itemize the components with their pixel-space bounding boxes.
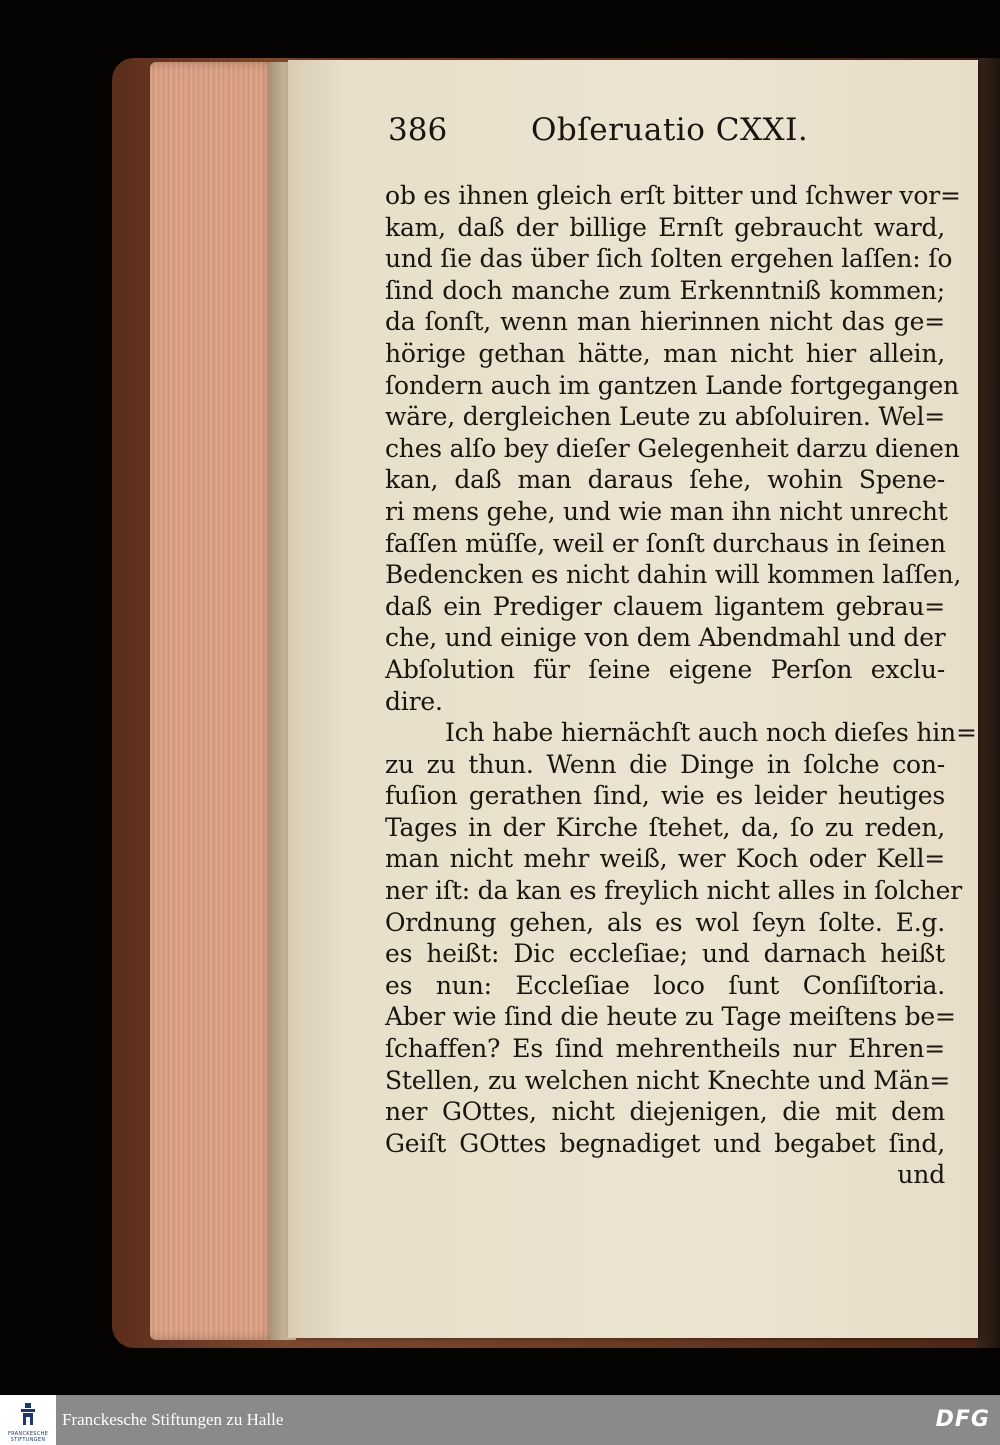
page-header: [388, 112, 908, 152]
text-line: ſind doch manche zum Erkenntniß kommen;: [385, 275, 945, 305]
page-body: [385, 180, 977, 1191]
text-line: es heißt: Dic eccleſiae; und darnach heißt: [385, 939, 945, 969]
dfg-logo[interactable]: DFG: [935, 1407, 990, 1432]
text-line: ſchaffen? Es ſind mehrentheils nur Ehren=: [385, 1034, 945, 1064]
text-line: Aber wie ſind die heute zu Tage meiſtens be=: [385, 1002, 956, 1032]
page-number: 386: [388, 112, 448, 148]
text-line: hörige gethan hätte, man nicht hier allein,: [385, 338, 945, 368]
text-line: ri mens gehe, und wie man ihn nicht unrecht: [385, 496, 948, 526]
text-line: faſſen müſſe, weil er ſonſt durchaus in ſeinen: [385, 528, 946, 558]
text-line: ner GOttes, nicht diejenigen, die mit dem: [385, 1097, 945, 1127]
book-page: [288, 60, 978, 1338]
text-line: daß ein Prediger clauem ligantem gebrau=: [385, 591, 945, 621]
text-line: ner iſt: da kan es freylich nicht alles in ſolcher: [385, 876, 962, 906]
text-line: Ordnung gehen, als es wol ſeyn ſolte. E.g.: [385, 907, 945, 937]
text-line: zu zu thun. Wenn die Dinge in ſolche con-: [385, 749, 945, 779]
text-line: Geiſt GOttes begnadiget und begabet ſind,: [385, 1128, 945, 1158]
text-line: Bedencken es nicht dahin will kommen laſſen,: [385, 560, 962, 590]
text-line: Ich habe hiernächſt auch noch dieſes hin=: [445, 718, 977, 748]
text-line: ob es ihnen gleich erſt bitter und ſchwer vor=: [385, 181, 961, 210]
text-line: ſondern auch im gantzen Lande fortgegangen: [385, 370, 959, 400]
text-line: wäre, dergleichen Leute zu abſoluiren. Wel=: [385, 402, 945, 432]
institution-link[interactable]: Franckesche Stiftungen zu Halle: [62, 1410, 284, 1429]
running-head: Obſeruatio CXXI.: [531, 112, 809, 148]
text-line: che, und einige von dem Abendmahl und der: [385, 623, 946, 653]
text-line: es nun: Eccleſiae loco ſunt Conſiſtoria.: [385, 970, 945, 1000]
text-line: da ſonſt, wenn man hierinnen nicht das ge=: [385, 307, 945, 337]
text-line: ches alſo bey dieſer Gelegenheit darzu dienen: [385, 433, 960, 463]
text-line: man nicht mehr weiß, wer Koch oder Kell=: [385, 844, 945, 874]
text-line: Tages in der Kirche ſtehet, da, ſo zu reden,: [385, 812, 945, 842]
text-line: Stellen, zu welchen nicht Knechte und Män=: [385, 1065, 951, 1095]
logo-caption: FRANCKESCHE STIFTUNGEN: [7, 1431, 49, 1443]
page-edges: [150, 62, 276, 1340]
footer-bar: [0, 1395, 1000, 1445]
text-line: kan, daß man daraus ſehe, wohin Spene-: [385, 465, 945, 495]
text-line: und ſie das über ſich ſolten ergehen laſſen: ſo: [385, 244, 953, 274]
book-cover-edge: [975, 58, 1000, 1348]
text-line: Abſolution für ſeine eigene Perſon exclu-: [385, 654, 945, 684]
institution-logo[interactable]: [0, 1395, 56, 1445]
building-icon: [14, 1401, 42, 1427]
text-line: fuſion gerathen ſind, wie es leider heutiges: [385, 781, 945, 811]
catchword: und: [897, 1160, 945, 1190]
text-line: kam, daß der billige Ernſt gebraucht ward,: [385, 212, 945, 242]
text-line: dire.: [385, 686, 443, 716]
